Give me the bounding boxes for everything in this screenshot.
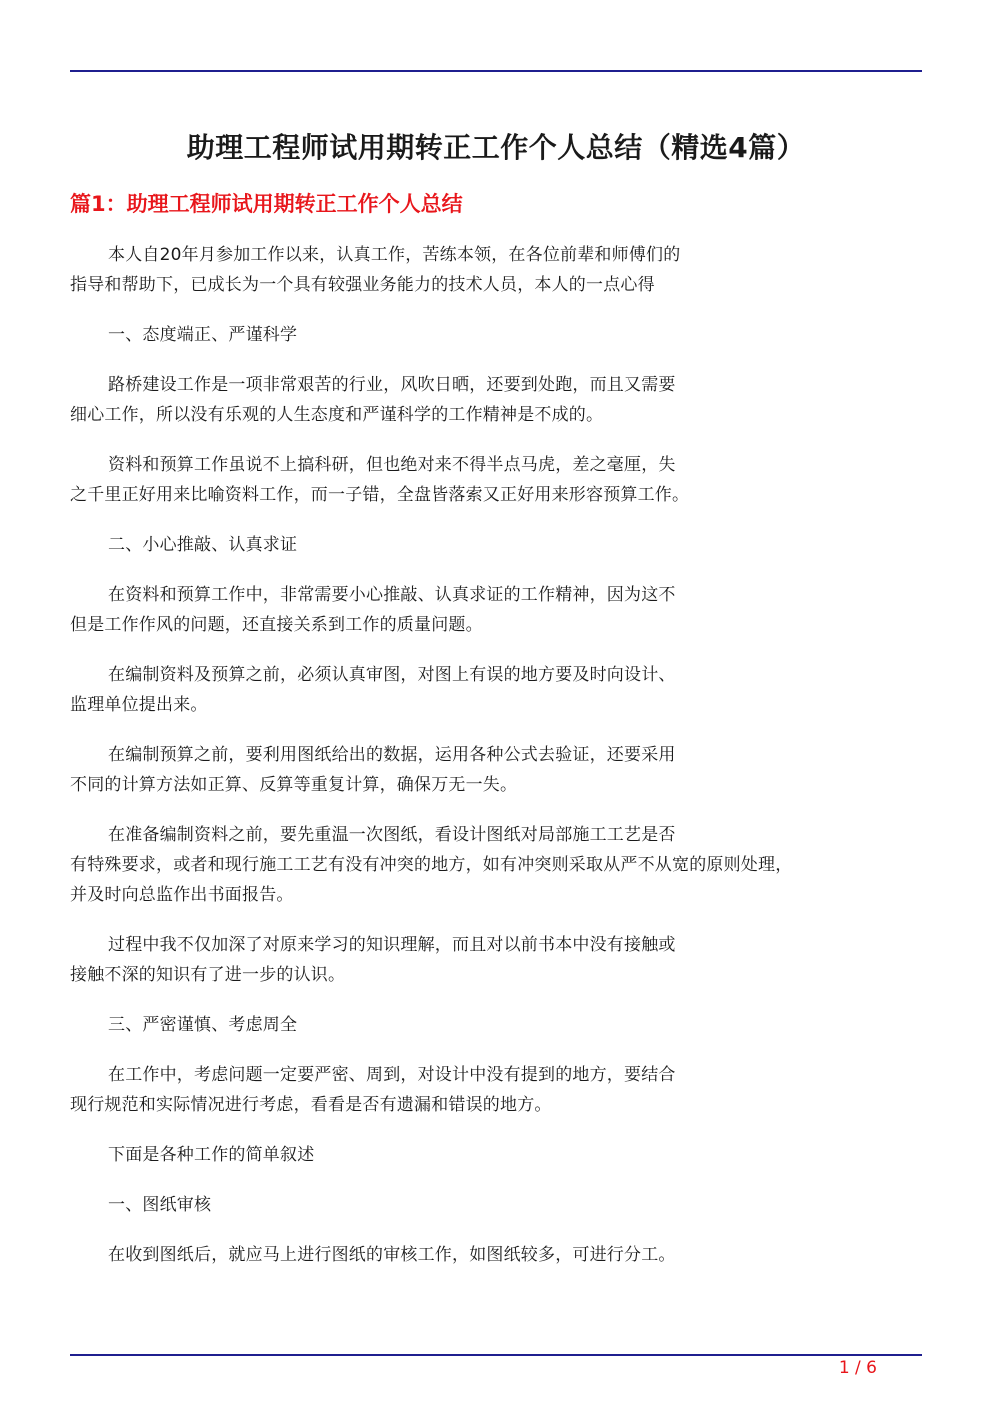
paragraph-line: 监理单位提出来。 xyxy=(70,695,208,715)
body-paragraph xyxy=(70,370,920,430)
paragraph-line: 细心工作，所以没有乐观的人生态度和严谨科学的工作精神是不成的。 xyxy=(70,405,604,425)
paragraph-line: 三、严密谨慎、考虑周全 xyxy=(108,1015,298,1035)
document-body xyxy=(70,240,920,1290)
paragraph-line: 在收到图纸后，就应马上进行图纸的审核工作，如图纸较多，可进行分工。 xyxy=(108,1245,676,1265)
paragraph-line: 在编制资料及预算之前，必须认真审图，对图上有误的地方要及时向设计、 xyxy=(108,665,676,685)
body-paragraph xyxy=(70,740,920,800)
paragraph-line: 在准备编制资料之前，要先重温一次图纸，看设计图纸对局部施工工艺是否 xyxy=(108,825,676,845)
paragraph-line: 之千里正好用来比喻资料工作，而一子错，全盘皆落索又正好用来形容预算工作。 xyxy=(70,485,690,505)
body-paragraph xyxy=(70,320,920,350)
body-paragraph xyxy=(70,1010,920,1040)
paragraph-line: 下面是各种工作的简单叙述 xyxy=(108,1145,315,1165)
page-number: 1 / 6 xyxy=(838,1358,877,1378)
body-paragraph xyxy=(70,1190,920,1220)
body-paragraph xyxy=(70,1140,920,1170)
paragraph-line: 在资料和预算工作中，非常需要小心推敲、认真求证的工作精神，因为这不 xyxy=(108,585,676,605)
paragraph-line: 一、态度端正、严谨科学 xyxy=(108,325,298,345)
top-divider xyxy=(70,70,922,72)
section-heading: 篇1：助理工程师试用期转正工作个人总结 xyxy=(70,192,463,216)
paragraph-line: 在工作中，考虑问题一定要严密、周到，对设计中没有提到的地方，要结合 xyxy=(108,1065,676,1085)
body-paragraph xyxy=(70,530,920,560)
paragraph-line: 过程中我不仅加深了对原来学习的知识理解，而且对以前书本中没有接触或 xyxy=(108,935,676,955)
paragraph-line: 但是工作作风的问题，还直接关系到工作的质量问题。 xyxy=(70,615,483,635)
paragraph-line: 现行规范和实际情况进行考虑，看看是否有遗漏和错误的地方。 xyxy=(70,1095,552,1115)
body-paragraph xyxy=(70,580,920,640)
paragraph-line: 在编制预算之前，要利用图纸给出的数据，运用各种公式去验证，还要采用 xyxy=(108,745,676,765)
body-paragraph xyxy=(70,1240,920,1270)
paragraph-line: 并及时向总监作出书面报告。 xyxy=(70,885,294,905)
body-paragraph xyxy=(70,1060,920,1120)
paragraph-line: 不同的计算方法如正算、反算等重复计算，确保万无一失。 xyxy=(70,775,518,795)
paragraph-line: 接触不深的知识有了进一步的认识。 xyxy=(70,965,346,985)
paragraph-line: 资料和预算工作虽说不上搞科研，但也绝对来不得半点马虎，差之毫厘，失 xyxy=(108,455,676,475)
paragraph-line: 指导和帮助下，已成长为一个具有较强业务能力的技术人员，本人的一点心得 xyxy=(70,275,655,295)
body-paragraph xyxy=(70,450,920,510)
bottom-divider xyxy=(70,1354,922,1356)
paragraph-line: 有特殊要求，或者和现行施工工艺有没有冲突的地方，如有冲突则采取从严不从宽的原则处理， xyxy=(70,855,793,875)
paragraph-line: 路桥建设工作是一项非常艰苦的行业，风吹日晒，还要到处跑，而且又需要 xyxy=(108,375,676,395)
paragraph-line: 二、小心推敲、认真求证 xyxy=(108,535,298,555)
body-paragraph xyxy=(70,660,920,720)
paragraph-line: 一、图纸审核 xyxy=(108,1195,212,1215)
body-paragraph xyxy=(70,820,920,910)
body-paragraph xyxy=(70,240,920,300)
paragraph-line: 本人自20年月参加工作以来，认真工作，苦练本领，在各位前辈和师傅们的 xyxy=(108,245,681,265)
document-title: 助理工程师试用期转正工作个人总结（精选4篇） xyxy=(186,131,806,164)
body-paragraph xyxy=(70,930,920,990)
